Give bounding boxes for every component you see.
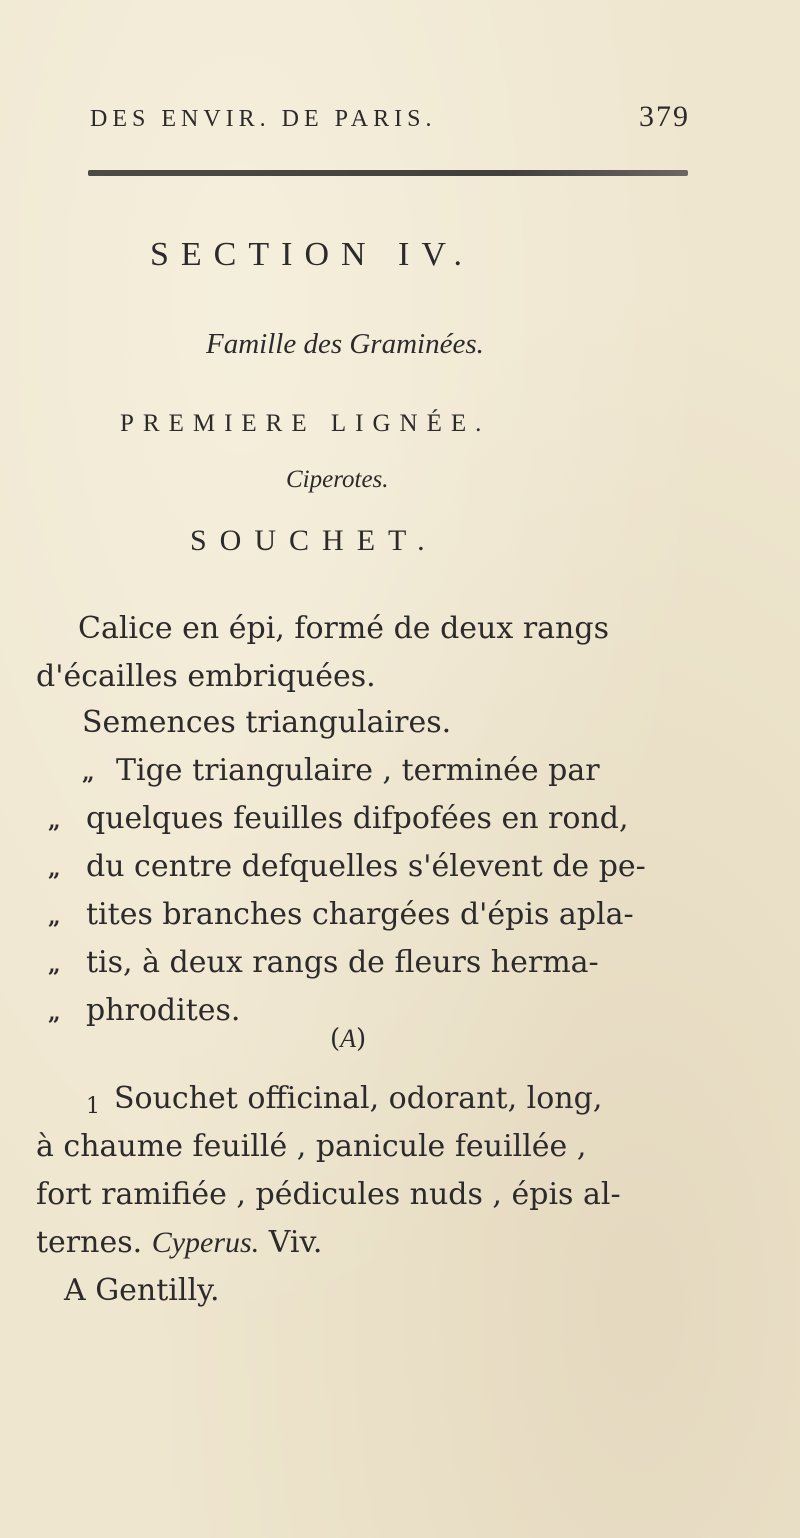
running-title: DES ENVIR. DE PARIS.	[90, 106, 437, 132]
line-title: PREMIERE LIGNÉE.	[120, 410, 491, 437]
quote-mark: „	[48, 952, 61, 978]
quote-mark: „	[48, 1000, 61, 1026]
text-line: quelques feuilles difpofées en rond,	[86, 801, 629, 836]
page-number: 379	[639, 100, 690, 133]
text-line: du centre defquelles s'élevent de pe-	[86, 849, 646, 884]
text-fragment: Viv.	[268, 1225, 323, 1260]
header-rule	[88, 170, 688, 176]
quote-mark: „	[82, 760, 95, 786]
section-title: SECTION IV.	[150, 236, 475, 273]
latin-name: Cyperus.	[151, 1226, 260, 1259]
species-number: 1	[86, 1094, 100, 1119]
genus-title: SOUCHET.	[190, 524, 438, 557]
ref-letter: A	[340, 1024, 357, 1053]
text-line: A Gentilly.	[64, 1273, 220, 1308]
text-line: Tige triangulaire , terminée par	[116, 753, 600, 788]
quote-mark: „	[48, 904, 61, 930]
text-line: fort ramifiée , pédicules nuds , épis al-	[36, 1177, 621, 1212]
text-line	[36, 1225, 323, 1260]
quote-mark: „	[48, 856, 61, 882]
text-fragment: ternes.	[36, 1225, 143, 1260]
text-line: tis, à deux rangs de fleurs herma-	[86, 945, 599, 980]
ref-open: (	[330, 1024, 341, 1054]
text-line: Calice en épi, formé de deux rangs	[78, 611, 609, 646]
quote-mark: „	[48, 808, 61, 834]
text-line: phrodites.	[86, 993, 241, 1028]
text-line: d'écailles embriquées.	[36, 659, 376, 694]
text-line: Souchet officinal, odorant, long,	[114, 1081, 603, 1116]
reference-marker	[330, 1024, 366, 1054]
family-title: Famille des Graminées.	[206, 328, 484, 360]
ref-close: )	[356, 1024, 367, 1054]
subfamily-title: Ciperotes.	[286, 466, 389, 493]
text-line: Semences triangulaires.	[82, 705, 452, 740]
running-header	[90, 94, 690, 138]
text-line: tites branches chargées d'épis apla-	[86, 897, 634, 932]
text-line: à chaume feuillé , panicule feuillée ,	[36, 1129, 587, 1164]
